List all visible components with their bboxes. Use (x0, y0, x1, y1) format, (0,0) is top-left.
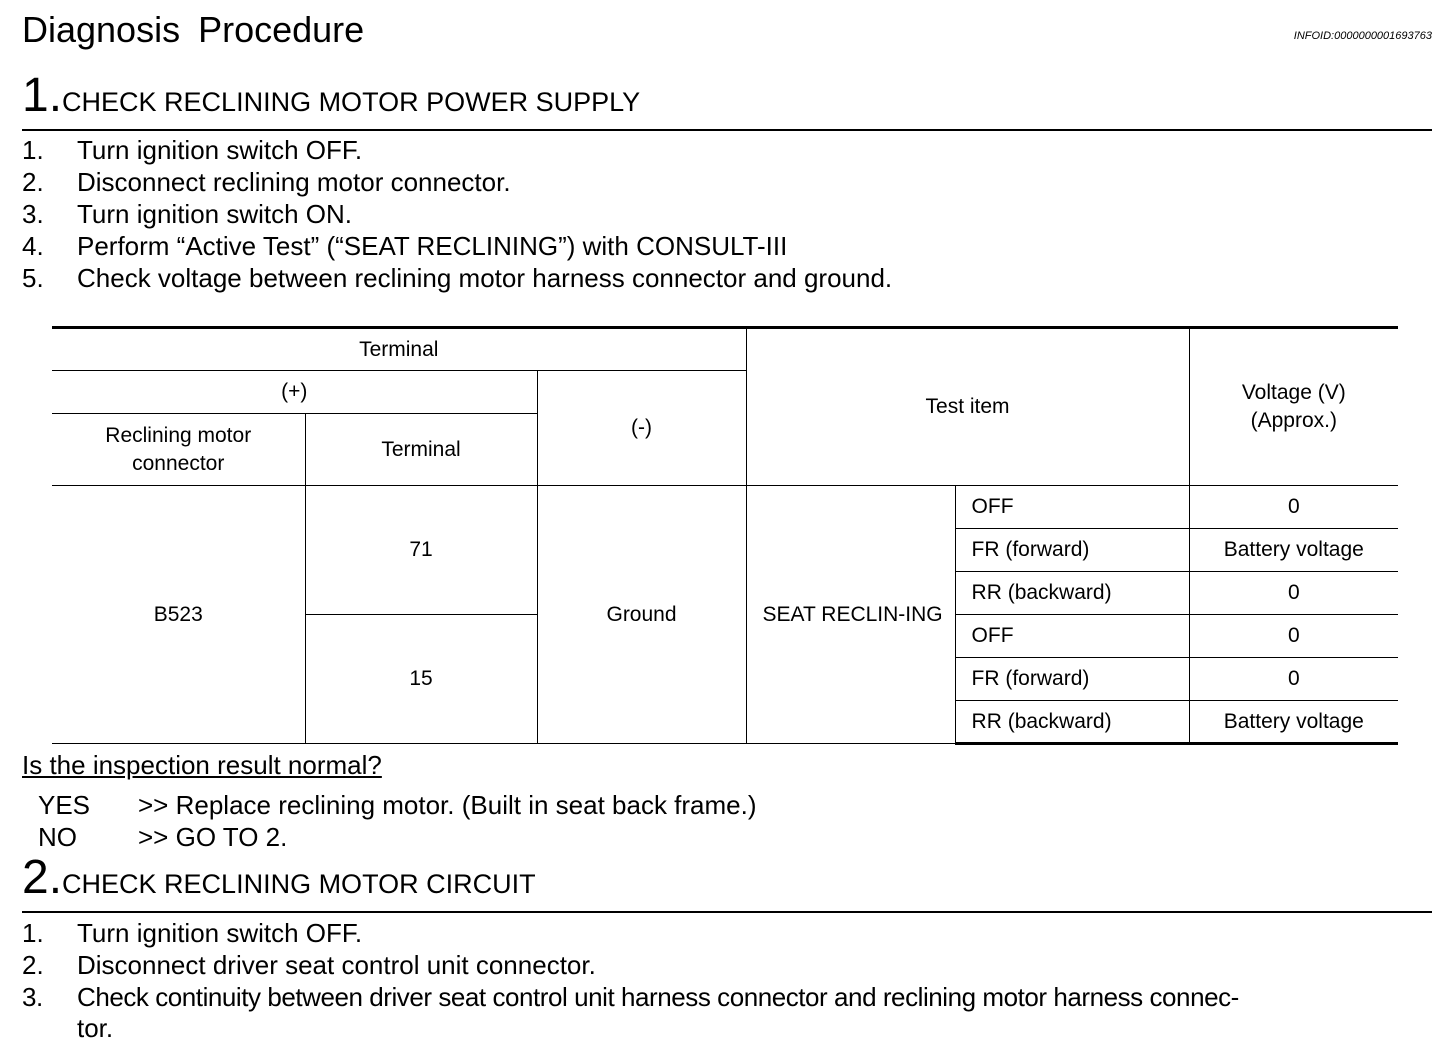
answer-no-text: >> GO TO 2. (138, 822, 288, 852)
section-2-number: 2. (22, 851, 63, 904)
section-2-rule (22, 911, 1432, 913)
condition-cell: OFF (955, 615, 1189, 658)
inspection-question: Is the inspection result normal? (22, 750, 382, 780)
ground-cell: Ground (537, 486, 746, 744)
condition-cell: RR (backward) (955, 572, 1189, 615)
info-id: INFOID:0000000001693763 (1293, 30, 1432, 42)
header-terminal: Terminal (52, 328, 746, 371)
header-connector: Reclining motor connector (52, 414, 305, 486)
voltage-cell: 0 (1189, 486, 1398, 529)
header-test-item: Test item (746, 328, 1189, 486)
test-item-cell: SEAT RECLIN-ING (746, 486, 955, 744)
terminal-cell: 71 (305, 486, 537, 615)
voltage-cell: Battery voltage (1189, 701, 1398, 744)
voltage-cell: Battery voltage (1189, 529, 1398, 572)
section-1-rule (22, 129, 1432, 131)
header-minus: (-) (537, 371, 746, 486)
section-1-heading (22, 68, 640, 124)
voltage-cell: 0 (1189, 615, 1398, 658)
header-plus: (+) (52, 371, 537, 414)
section-1-title: CHECK RECLINING MOTOR POWER SUPPLY (62, 87, 641, 117)
voltage-cell: 0 (1189, 572, 1398, 615)
section-1-number: 1. (22, 69, 63, 122)
section-2-title: CHECK RECLINING MOTOR CIRCUIT (62, 869, 536, 899)
section-2-heading (22, 850, 536, 906)
page-title: Diagnosis Procedure (22, 9, 365, 50)
voltage-cell: 0 (1189, 658, 1398, 701)
terminal-cell: 15 (305, 615, 537, 744)
answer-yes-text: >> Replace reclining motor. (Built in seat back frame.) (138, 790, 757, 820)
header-terminal-col: Terminal (305, 414, 537, 486)
answer-no-label: NO (38, 822, 77, 852)
condition-cell: FR (forward) (955, 658, 1189, 701)
condition-cell: RR (backward) (955, 701, 1189, 744)
answer-yes-label: YES (38, 790, 91, 820)
voltage-table (52, 326, 1398, 745)
connector-cell: B523 (52, 486, 305, 744)
header-voltage: Voltage (V) (Approx.) (1189, 328, 1398, 486)
condition-cell: OFF (955, 486, 1189, 529)
condition-cell: FR (forward) (955, 529, 1189, 572)
